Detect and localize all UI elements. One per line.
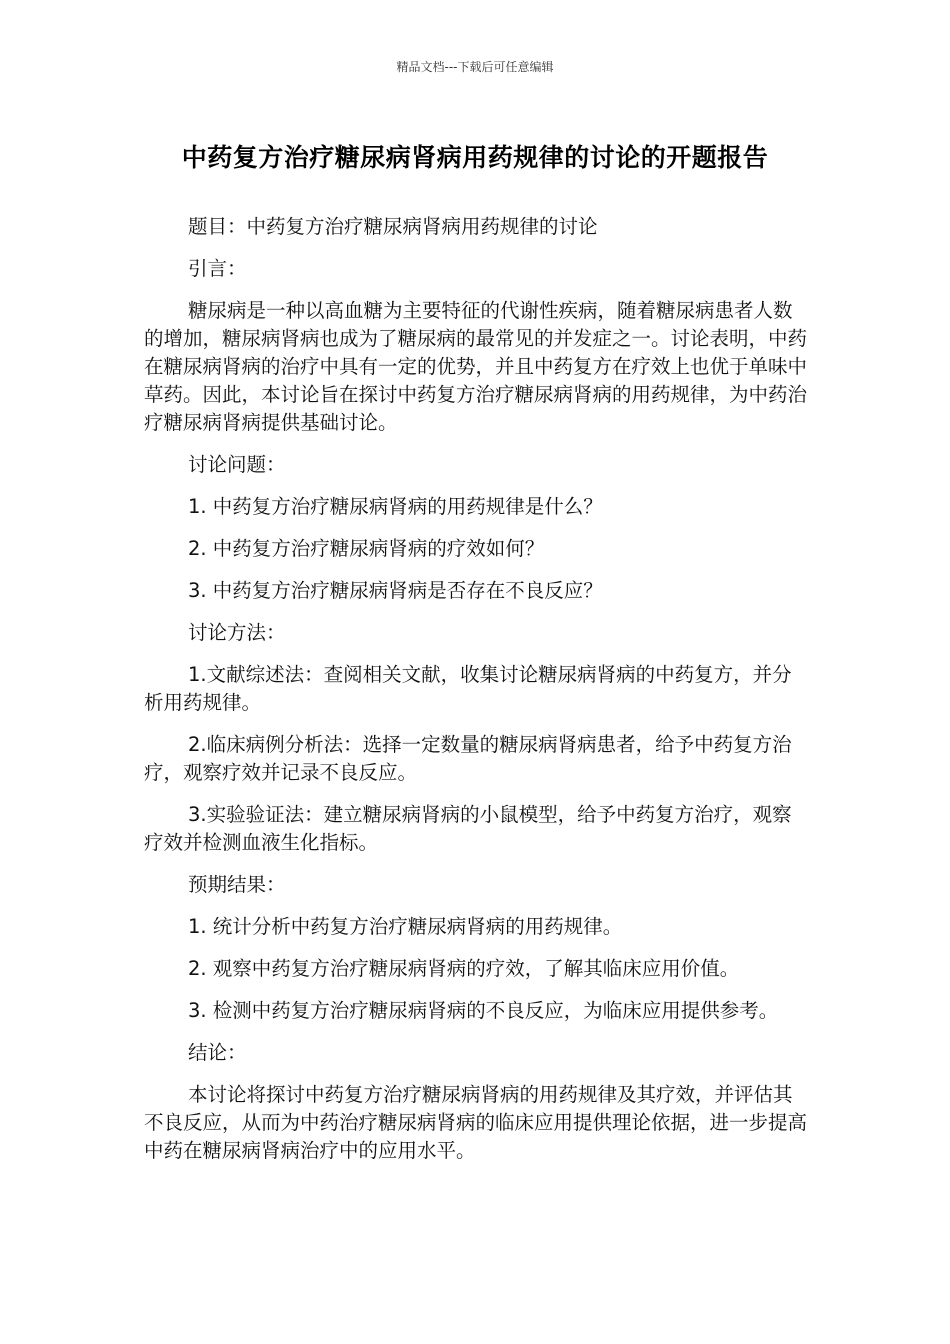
section-heading-methods: 讨论方法：: [188, 621, 286, 644]
method-item: 2.临床病例分析法：选择一定数量的糖尿病肾病患者，给予中药复方治疗，观察疗效并记录不良反应。: [144, 733, 792, 784]
header-note: 精品文档---下载后可任意编辑: [396, 60, 554, 74]
topic-line: 题目：中药复方治疗糖尿病肾病用药规律的讨论: [188, 215, 598, 238]
conclusion-paragraph: 本讨论将探讨中药复方治疗糖尿病肾病的用药规律及其疗效，并评估其不良反应，从而为中药治疗糖尿病肾病的临床应用提供理论依据，进一步提高中药在糖尿病肾病治疗中的应用水平。: [144, 1083, 808, 1162]
section-heading-conclusion: 结论：: [188, 1041, 247, 1064]
document-body: [144, 213, 810, 1179]
result-item: 2. 观察中药复方治疗糖尿病肾病的疗效，了解其临床应用价值。: [188, 957, 740, 980]
document-title: 中药复方治疗糖尿病肾病用药规律的讨论的开题报告: [181, 143, 769, 172]
result-item: 1. 统计分析中药复方治疗糖尿病肾病的用药规律。: [188, 915, 623, 938]
question-item: 1. 中药复方治疗糖尿病肾病的用药规律是什么？: [188, 495, 603, 518]
question-item: 2. 中药复方治疗糖尿病肾病的疗效如何？: [188, 537, 545, 560]
section-heading-introduction: 引言：: [188, 257, 247, 280]
question-item: 3. 中药复方治疗糖尿病肾病是否存在不良反应？: [188, 579, 603, 602]
section-heading-questions: 讨论问题：: [188, 453, 286, 476]
introduction-paragraph: 糖尿病是一种以高血糖为主要特征的代谢性疾病，随着糖尿病患者人数的增加，糖尿病肾病也成为了糖尿病的最常见的并发症之一。讨论表明，中药在糖尿病肾病的治疗中具有一定的优势，并且中药复方在疗效上也优于单味中草药。因此，本讨论旨在探讨中药复方治疗糖尿病肾病的用药规律，为中药治疗糖尿病肾病提供基础讨论。: [144, 299, 808, 434]
result-item: 3. 检测中药复方治疗糖尿病肾病的不良反应，为临床应用提供参考。: [188, 999, 779, 1022]
method-item: 1.文献综述法：查阅相关文献，收集讨论糖尿病肾病的中药复方，并分析用药规律。: [144, 663, 792, 714]
section-heading-expected-results: 预期结果：: [188, 873, 286, 896]
method-item: 3.实验验证法：建立糖尿病肾病的小鼠模型，给予中药复方治疗，观察疗效并检测血液生化指标。: [144, 803, 792, 854]
